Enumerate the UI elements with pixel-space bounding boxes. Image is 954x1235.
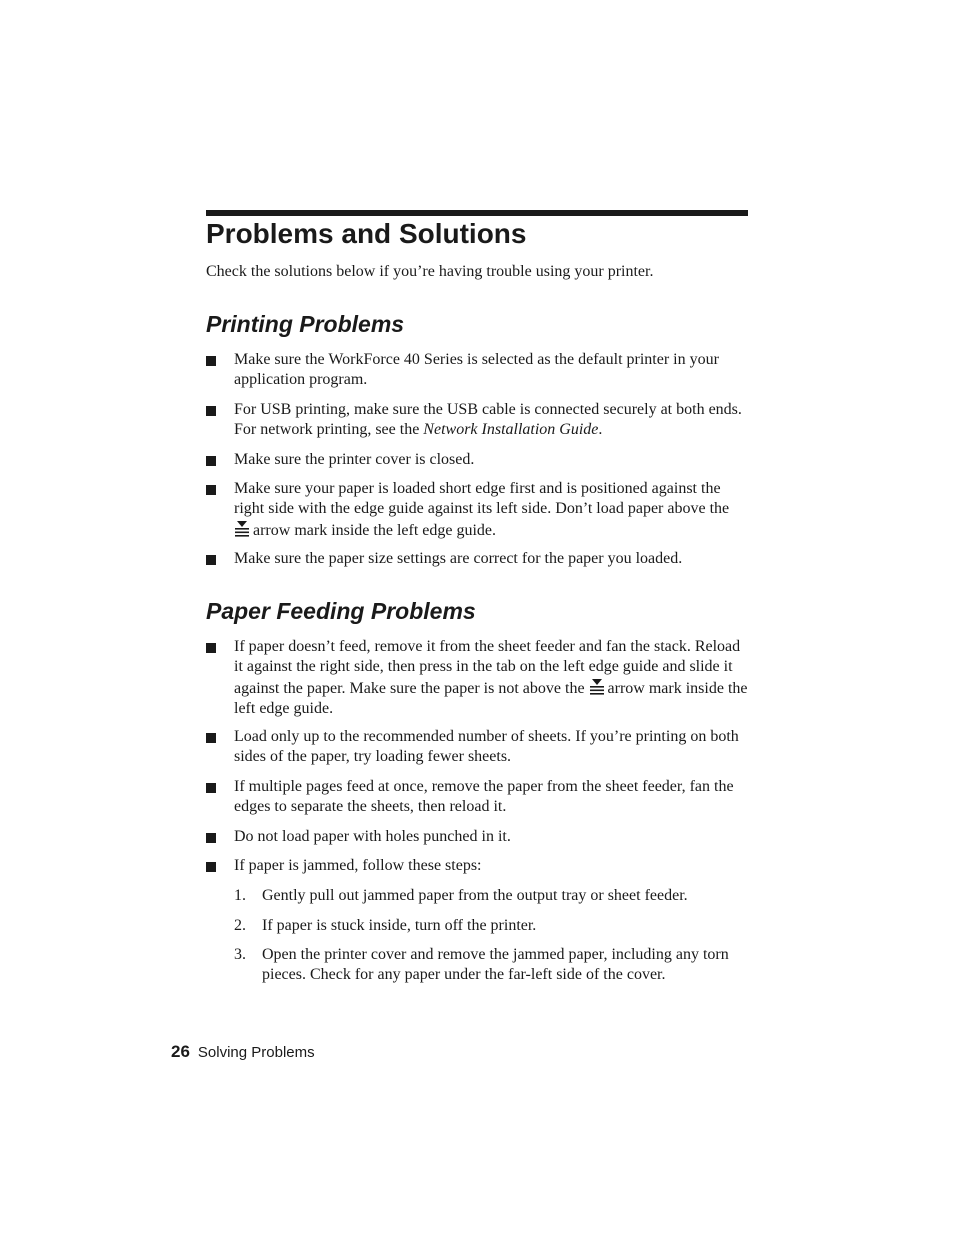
paper-limit-arrow-icon [589,678,605,696]
intro-text: Check the solutions below if you’re having trouble using your printer. [206,263,654,280]
list-item [206,856,748,876]
step-number: 2. [234,917,246,934]
step-text: Open the printer cover and remove the jammed paper, including any torn pieces. Check for any paper under the far-left side of the cover. [262,946,729,984]
list-item [206,479,748,541]
list-item-text: Make sure the printer cover is closed. [234,451,475,468]
printing-problems-heading: Printing Problems [206,311,405,337]
list-item [206,777,748,818]
list-item-text: Make sure the WorkForce 40 Series is selected as the default printer in your application program. [234,351,719,389]
bullet-icon [206,456,216,466]
list-item [206,637,748,719]
section-name: Solving Problems [197,1044,315,1061]
list-item [206,549,748,569]
bullet-icon [206,643,216,653]
bullet-icon [206,733,216,743]
list-item [206,350,748,391]
list-item-text: If multiple pages feed at once, remove the paper from the sheet feeder, fan the edges to separate the sheets, then reload it. [234,778,734,816]
numbered-step [206,916,748,936]
bullet-icon [206,406,216,416]
bullet-icon [206,555,216,565]
paper-limit-arrow-icon [234,520,250,538]
numbered-step [206,945,748,986]
page-number: 26 [171,1042,190,1061]
list-item-text: For USB printing, make sure the USB cable is connected securely at both ends. For network printing, see the Network Installation Guide. [234,401,742,439]
list-item [206,727,748,768]
list-item-text: Do not load paper with holes punched in it. [234,828,511,845]
list-item-text: If paper is jammed, follow these steps: [234,857,482,874]
list-item-text: Load only up to the recommended number of sheets. If you’re printing on both sides of the paper, try loading fewer sheets. [234,728,739,766]
list-item [206,400,748,441]
list-item [206,450,748,470]
bullet-icon [206,485,216,495]
bullet-icon [206,862,216,872]
list-item-text: Make sure the paper size settings are correct for the paper you loaded. [234,550,683,567]
bullet-icon [206,833,216,843]
list-item-text: Make sure your paper is loaded short edge first and is positioned against the right side with the edge guide against its left side. Don’t load paper above the arrow mark inside the left edge guide. [234,480,730,539]
network-guide-reference: Network Installation Guide [423,421,599,439]
step-text: Gently pull out jammed paper from the output tray or sheet feeder. [262,887,688,904]
paper-feeding-problems-heading: Paper Feeding Problems [206,598,476,624]
bullet-icon [206,356,216,366]
step-text: If paper is stuck inside, turn off the printer. [262,917,537,934]
step-number: 3. [234,946,246,963]
page-footer [171,1042,315,1063]
list-item-text: If paper doesn’t feed, remove it from the sheet feeder and fan the stack. Reload it against the right side, then press in the tab on the left edge guide and slide it against the paper. Make sure the paper is not above the arrow mark inside the left edge guide. [234,638,748,717]
list-item [206,827,748,847]
page-title: Problems and Solutions [206,218,527,249]
step-number: 1. [234,887,246,904]
bullet-icon [206,783,216,793]
numbered-step [206,886,748,906]
